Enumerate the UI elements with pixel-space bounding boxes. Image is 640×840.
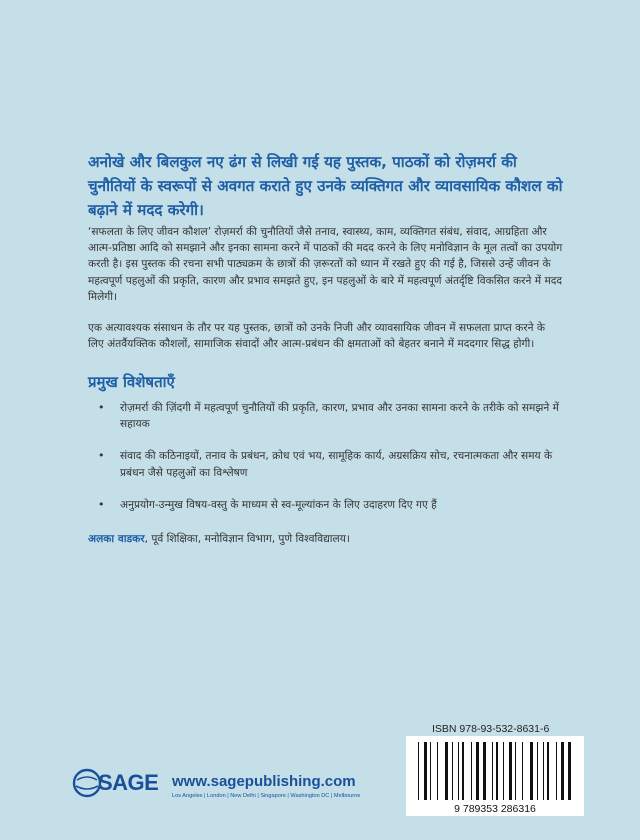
bullet-icon: • [98,497,105,511]
feature-item [88,497,564,513]
barcode-bar [530,742,533,800]
barcode-bar [561,742,564,800]
publisher-url: www.sagepublishing.com [172,773,356,790]
publisher-logo [72,768,372,808]
barcode-bar [547,742,549,800]
features-heading: प्रमुख विशेषताएँ [88,373,175,391]
barcode-bar [483,742,486,800]
bullet-icon: • [98,449,105,463]
feature-text: रोज़मर्रा की ज़िंदगी में महत्वपूर्ण चुनौतियों की प्रकृति, कारण, प्रभाव और उनका सामना करने के तरीके को समझने में सहायक [120,402,559,431]
barcode-bar [424,742,427,800]
author-details: , पूर्व शिक्षिका, मनोविज्ञान विभाग, पुणे विश्वविद्यालय। [144,533,350,545]
barcode-bar [568,742,571,800]
barcode-bar [418,742,419,800]
barcode [406,736,584,816]
barcode-bar [537,742,538,800]
barcode-bar [496,742,498,800]
barcode-bar [476,742,479,800]
barcode-bar [430,742,431,800]
barcode-bar [503,742,504,800]
description-paragraph-2: एक अत्यावश्यक संसाधन के तौर पर यह पुस्तक, छात्रों को उनके निजी और व्यावसायिक जीवन में सफलता प्राप्त करने के लिए अंतर्वैयक्तिक कौशलों, सामाजिक संवादों और आत्म-प्रबंधन की क्षमताओं को बेहतर बनाने में मददगार सिद्ध होगी। [88,322,545,351]
description-paragraph-1: ‘सफलता के लिए जीवन कौशल’ रोज़मर्रा की चुनौतियों जैसे तनाव, स्वास्थ्य, काम, व्यक्तिगत संबंध, संवाद, आग्रहिता और आत्म-प्रतिष्ठा आदि को समझाने और इनका सामना करने में पाठकों की मदद करने के लिए मनोविज्ञान के मूल तत्वों का उपयोग करती है। इस पुस्तक की रचना सभी पाठ्यक्रम के छात्रों की ज़रूरतों को ध्यान में रखते हुए की गई है, जिससे उन्हें जीवन के महत्वपूर्ण पहलुओं की प्रकृति, कारण और प्रभाव समझते हुए, इन पहलुओं के बारे में महत्वपूर्ण अंतर्दृष्टि विकसित करने में मदद मिलेगी। [88,226,563,303]
feature-text: संवाद की कठिनाइयों, तनाव के प्रबंधन, क्रोध एवं भय, सामूहिक कार्य, अग्रसक्रिय सोच, रचनात्मकता और समय के प्रबंधन जैसे पहलुओं का विश्लेषण [120,450,553,479]
feature-item [88,400,564,432]
barcode-bar [445,742,448,800]
barcode-bar [515,742,516,800]
barcode-graphic [406,736,584,816]
sage-wordmark: SAGE [98,770,159,795]
author-credit [88,532,564,546]
feature-item [88,448,564,480]
feature-text: अनुप्रयोग-उन्मुख विषय-वस्तु के माध्यम से स्व-मूल्यांकन के लिए उदाहरण दिए गए हैं [120,498,437,511]
author-name: अलका वाडकर [88,533,145,545]
publisher-cities: Los Angeles | London | New Delhi | Singapore | Washington DC | Melbourne [172,793,361,799]
lead-text: अनोखे और बिलकुल नए ढंग से लिखी गई यह पुस्तक, पाठकों को रोज़मर्रा की चुनौतियों के स्वरूपों से अवगत कराते हुए उनके व्यक्तिगत और व्यावसायिक कौशल को बढ़ाने में मदद करेगी। [88,153,563,219]
barcode-bar [462,742,464,800]
barcode-bar [458,742,459,800]
barcode-bar [543,742,544,800]
barcode-bar [471,742,472,800]
isbn-label: ISBN 978-93-532-8631-6 [432,723,550,735]
barcode-bar [522,742,523,800]
barcode-number: 9 789353 286316 [454,803,536,815]
bullet-icon: • [98,401,105,414]
barcode-bar [509,742,512,800]
barcode-bar [492,742,493,800]
barcode-bar [452,742,453,800]
barcode-bar [437,742,438,800]
features-list [88,400,564,529]
barcode-bar [556,742,557,800]
